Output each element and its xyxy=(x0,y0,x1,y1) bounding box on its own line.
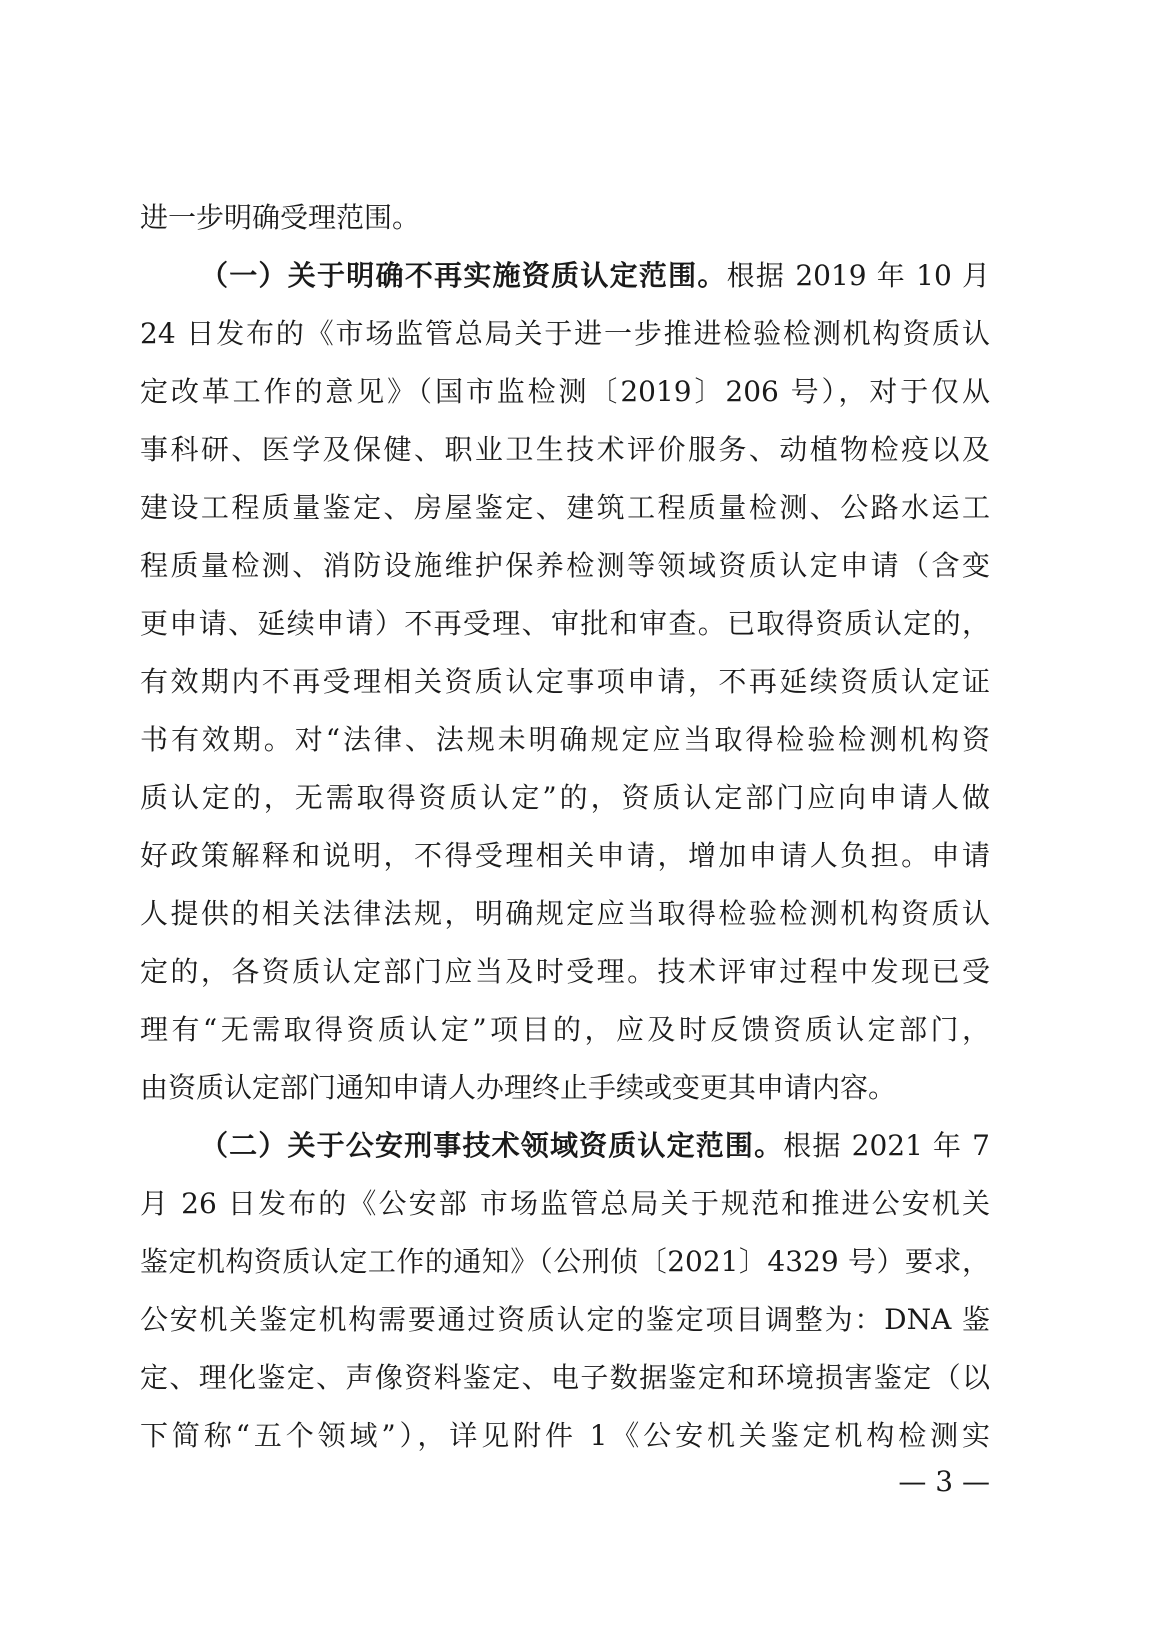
text-line-9: 有效期内不再受理相关资质认定事项申请，不再延续资质认定证 xyxy=(140,665,990,698)
text-line-4: 定改革工作的意见》（国市监检测〔2019〕206 号），对于仅从 xyxy=(140,375,990,408)
section-2-intro: 根据 2021 年 7 xyxy=(783,1129,990,1162)
text-line-7: 程质量检测、消防设施维护保养检测等领域资质认定申请（含变 xyxy=(140,549,990,582)
text-line-10: 书有效期。对“法律、法规未明确规定应当取得检验检测机构资 xyxy=(140,723,990,756)
text-line-1: 进一步明确受理范围。 xyxy=(140,201,421,234)
text-line-21: 定、理化鉴定、声像资料鉴定、电子数据鉴定和环境损害鉴定（以 xyxy=(140,1361,990,1394)
section-2-heading: （二）关于公安刑事技术领域资质认定范围。 xyxy=(200,1129,784,1162)
text-line-19: 鉴定机构资质认定工作的通知》（公刑侦〔2021〕4329 号）要求， xyxy=(140,1245,990,1278)
text-line-20: 公安机关鉴定机构需要通过资质认定的鉴定项目调整为：DNA 鉴 xyxy=(140,1303,990,1336)
section-1-intro: 根据 2019 年 10 月 xyxy=(726,259,990,292)
text-line-5: 事科研、医学及保健、职业卫生技术评价服务、动植物检疫以及 xyxy=(140,433,990,466)
text-line-11: 质认定的，无需取得资质认定”的，资质认定部门应向申请人做 xyxy=(140,781,990,814)
text-line-15: 理有“无需取得资质认定”项目的，应及时反馈资质认定部门， xyxy=(140,1013,990,1046)
text-line-8: 更申请、延续申请）不再受理、审批和审查。已取得资质认定的， xyxy=(140,607,990,640)
text-line-18: 月 26 日发布的《公安部 市场监管总局关于规范和推进公安机关 xyxy=(140,1187,990,1220)
section-2-heading-line xyxy=(200,1126,990,1166)
section-1-heading-line xyxy=(200,256,990,296)
text-line-6: 建设工程质量鉴定、房屋鉴定、建筑工程质量检测、公路水运工 xyxy=(140,491,990,524)
section-1-heading: （一）关于明确不再实施资质认定范围。 xyxy=(200,259,727,292)
text-line-22: 下简称“五个领域”），详见附件 1《公安机关鉴定机构检测实 xyxy=(140,1419,990,1452)
text-line-14: 定的，各资质认定部门应当及时受理。技术评审过程中发现已受 xyxy=(140,955,990,988)
text-line-13: 人提供的相关法律法规，明确规定应当取得检验检测机构资质认 xyxy=(140,897,990,930)
text-line-16: 由资质认定部门通知申请人办理终止手续或变更其申请内容。 xyxy=(140,1071,897,1104)
page-number: — 3 — xyxy=(898,1465,990,1498)
text-line-3: 24 日发布的《市场监管总局关于进一步推进检验检测机构资质认 xyxy=(140,317,990,350)
text-line-12: 好政策解释和说明，不得受理相关申请，增加申请人负担。申请 xyxy=(140,839,990,872)
